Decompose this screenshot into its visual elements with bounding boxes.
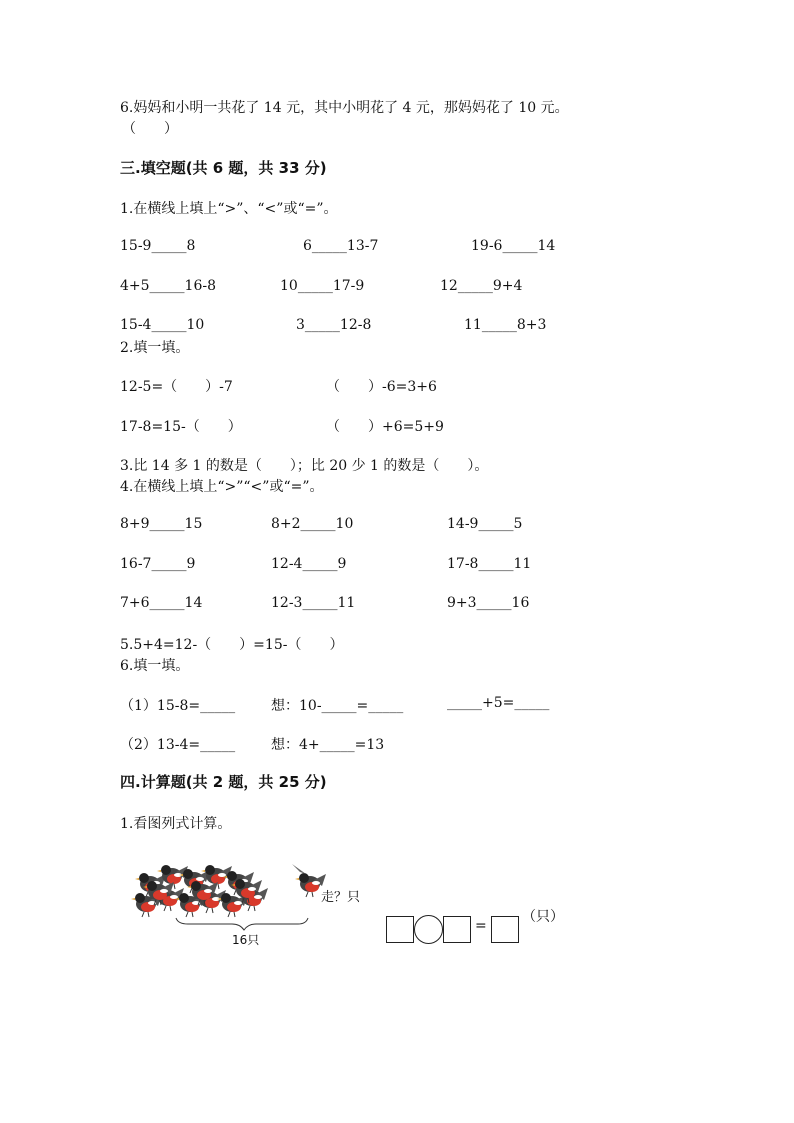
- q6-item: （1）15-8=_____: [120, 698, 236, 714]
- q1-item: 3_____12-8: [296, 317, 372, 333]
- q6-item: 想：4+_____=13: [271, 737, 385, 753]
- q4-prompt: 4.在横线上填上“>”“<”或“=”。: [120, 479, 324, 495]
- q4-item: 12-3_____11: [271, 595, 356, 611]
- q1-item: 15-4_____10: [120, 317, 205, 333]
- question-6-text: 6.妈妈和小明一共花了 14 元，其中小明花了 4 元，那妈妈花了 10 元。: [120, 100, 569, 116]
- q4-item: 8+2_____10: [271, 516, 354, 532]
- equals-sign: =: [475, 918, 487, 934]
- answer-box-2[interactable]: [443, 916, 471, 943]
- q1-item: 19-6_____14: [471, 238, 556, 254]
- section-3-heading: 三.填空题(共 6 题，共 33 分): [120, 159, 327, 177]
- q4-item: 8+9_____15: [120, 516, 203, 532]
- q4-item: 14-9_____5: [447, 516, 523, 532]
- operator-circle[interactable]: [414, 915, 443, 944]
- q1-item: 15-9_____8: [120, 238, 196, 254]
- q2-item: （ ）+6=5+9: [326, 419, 444, 435]
- answer-box-1[interactable]: [386, 916, 414, 943]
- q6-item: _____+5=_____: [447, 695, 550, 711]
- q1-item: 6_____13-7: [303, 238, 379, 254]
- q3-text: 3.比 14 多 1 的数是（ ）；比 20 少 1 的数是（ ）。: [120, 458, 489, 474]
- q1-item: 12_____9+4: [440, 278, 523, 294]
- q6-prompt: 6.填一填。: [120, 658, 190, 674]
- unit-label: （只）: [522, 909, 564, 925]
- q4-item: 7+6_____14: [120, 595, 203, 611]
- answer-box-result[interactable]: [491, 916, 519, 943]
- q2-item: 17-8=15-（ ）: [120, 419, 242, 435]
- bird-group-icon: [131, 865, 268, 917]
- q4-item: 9+3_____16: [447, 595, 530, 611]
- q1-item: 4+5_____16-8: [120, 278, 216, 294]
- q4-item: 12-4_____9: [271, 556, 347, 572]
- q2-item: （ ）-6=3+6: [326, 379, 437, 395]
- answer-paren: （ ）: [122, 121, 178, 137]
- q2-prompt: 2.填一填。: [120, 340, 190, 356]
- section-4-heading: 四.计算题(共 2 题，共 25 分): [120, 773, 327, 791]
- q5-text: 5.5+4=12-（ ）=15-（ ）: [120, 637, 344, 653]
- q2-item: 12-5=（ ）-7: [120, 379, 233, 395]
- total-label: 16只: [232, 933, 260, 947]
- q6-item: （2）13-4=_____: [120, 737, 236, 753]
- q1-prompt: 1.在横线上填上“>”、“<”或“=”。: [120, 201, 338, 217]
- q4-item: 17-8_____11: [447, 556, 532, 572]
- q4-item: 16-7_____9: [120, 556, 196, 572]
- fly-label: 走？只: [321, 890, 361, 905]
- q1-item: 10_____17-9: [280, 278, 365, 294]
- q6-item: 想：10-_____=_____: [271, 698, 404, 714]
- brace-icon: [176, 918, 308, 930]
- q1-item: 11_____8+3: [464, 317, 547, 333]
- calc-q1-prompt: 1.看图列式计算。: [120, 816, 232, 832]
